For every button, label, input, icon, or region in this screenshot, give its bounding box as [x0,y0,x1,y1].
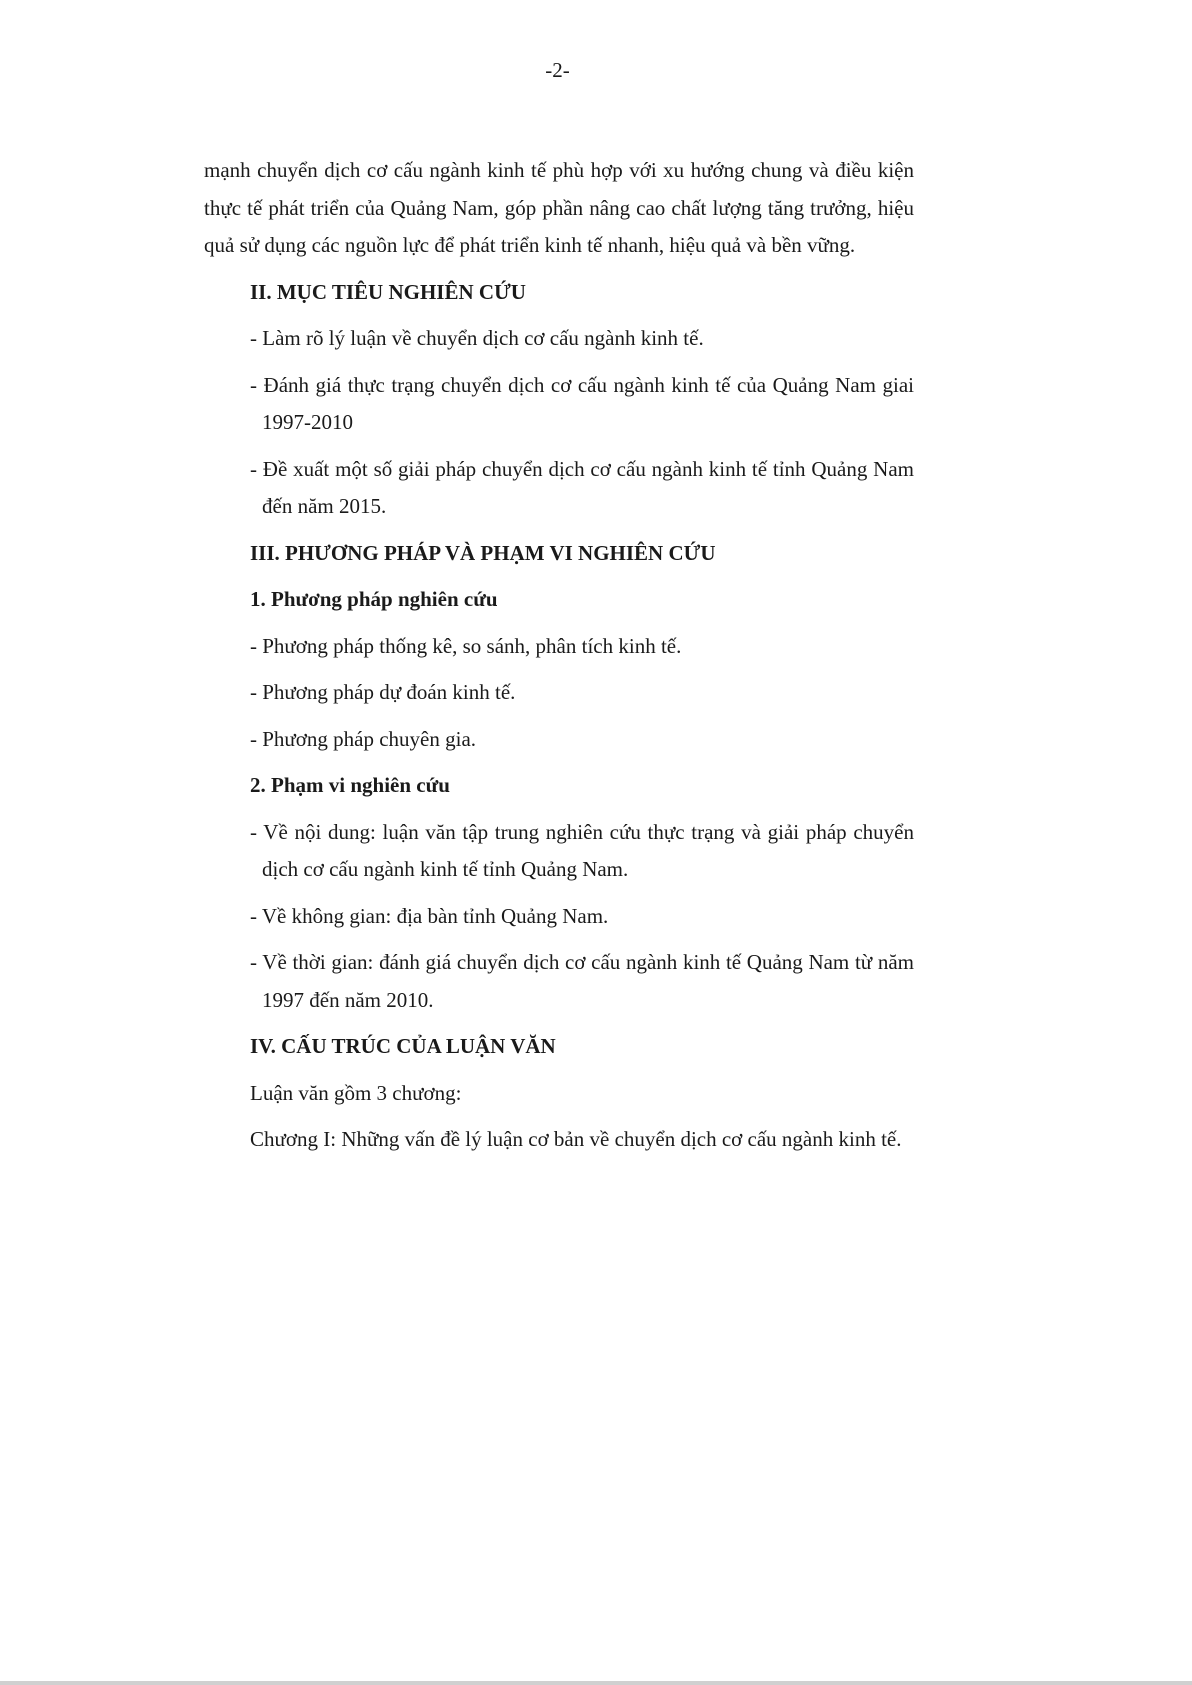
list-item: - Phương pháp dự đoán kinh tế. [250,680,516,704]
list-item: - Phương pháp chuyên gia. [250,726,477,751]
subsection-heading-scope: 2. Phạm vi nghiên cứu [250,773,450,797]
list-item: - Đánh giá thực trạng chuyển dịch cơ cấu ngành kinh tế của Quảng Nam giai 1997-2010 [250,372,914,434]
list-item: - Đề xuất một số giải pháp chuyển dịch cơ cấu ngành kinh tế tỉnh Quảng Nam đến năm 2015. [250,456,914,518]
list-item: - Về nội dung: luận văn tập trung nghiên cứu thực trạng và giải pháp chuyển dịch cơ cấu ngành kinh tế tỉnh Quảng Nam. [250,819,914,881]
page-bottom-edge [0,1681,1192,1685]
list-item: - Về không gian: địa bàn tỉnh Quảng Nam. [250,903,609,928]
page-number: -2- [545,58,570,82]
subsection-heading-methods: 1. Phương pháp nghiên cứu [250,587,498,611]
list-item: - Làm rõ lý luận về chuyển dịch cơ cấu ngành kinh tế. [250,326,704,350]
intro-paragraph: mạnh chuyển dịch cơ cấu ngành kinh tế phù hợp với xu hướng chung và điều kiện thực tế phát triển của Quảng Nam, góp phần nâng cao chất lượng tăng trưởng, hiệu quả sử dụng các nguồn lực để phát triển kinh tế nhanh, hiệu quả và bền vững. [204,158,914,257]
list-item: - Về thời gian: đánh giá chuyển dịch cơ cấu ngành kinh tế Quảng Nam từ năm 1997 đến năm 2010. [250,950,914,1012]
document-body [204,152,914,1168]
structure-line: Chương I: Những vấn đề lý luận cơ bản về chuyển dịch cơ cấu ngành kinh tế. [250,1127,902,1151]
section-heading-methods-scope: III. PHƯƠNG PHÁP VÀ PHẠM VI NGHIÊN CỨU [250,540,716,565]
section-heading-objectives: II. MỤC TIÊU NGHIÊN CỨU [250,279,526,304]
list-item: - Phương pháp thống kê, so sánh, phân tích kinh tế. [250,633,682,658]
structure-line: Luận văn gồm 3 chương: [250,1080,462,1105]
section-heading-structure: IV. CẤU TRÚC CỦA LUẬN VĂN [250,1034,556,1058]
